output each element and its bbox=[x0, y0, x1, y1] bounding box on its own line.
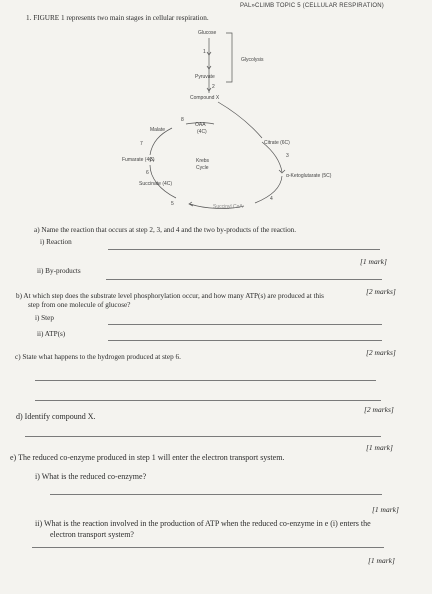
step-number: 4 bbox=[270, 196, 273, 202]
label-glycolysis: Glycolysis bbox=[241, 57, 264, 63]
mark-label: [1 mark] bbox=[368, 556, 395, 565]
answer-line[interactable] bbox=[108, 340, 382, 341]
label-compound-x: Compound X bbox=[190, 95, 220, 101]
label-glucose: Glucose bbox=[198, 30, 217, 36]
mark-label: [2 marks] bbox=[366, 348, 396, 357]
label-cycle: Cycle bbox=[196, 165, 209, 171]
step-number: 6 bbox=[146, 170, 149, 176]
answer-line[interactable] bbox=[108, 324, 382, 325]
mark-label: [2 marks] bbox=[364, 405, 394, 414]
mark-label: [1 mark] bbox=[360, 257, 387, 266]
label-krebs: Krebs bbox=[196, 158, 210, 164]
question-b-i: i) Step bbox=[35, 314, 54, 322]
answer-line[interactable] bbox=[35, 380, 376, 381]
label-malate: Malate bbox=[150, 127, 166, 133]
answer-line[interactable] bbox=[108, 249, 380, 250]
question-e-i: i) What is the reduced co-enzyme? bbox=[35, 472, 147, 481]
figure-intro: 1. FIGURE 1 represents two main stages in cellular respiration. bbox=[26, 14, 209, 22]
question-a: a) Name the reaction that occurs at step 2, 3, and 4 and the two by-products of the reaction. bbox=[34, 226, 297, 234]
question-b-ii: ii) ATP(s) bbox=[37, 330, 66, 338]
step-number: 5 bbox=[171, 201, 174, 207]
answer-line[interactable] bbox=[25, 436, 381, 437]
label-oaa-carbon: (4C) bbox=[197, 129, 207, 135]
step-number: 7 bbox=[140, 141, 143, 147]
answer-line[interactable] bbox=[106, 279, 382, 280]
glycolysis-bracket bbox=[226, 33, 232, 82]
answer-line[interactable] bbox=[35, 400, 381, 401]
question-e: e) The reduced co-enzyme produced in step 1 will enter the electron transport system. bbox=[10, 453, 285, 462]
answer-line[interactable] bbox=[32, 547, 384, 548]
label-pyruvate: Pyruvate bbox=[195, 74, 215, 80]
mark-label: [2 marks] bbox=[366, 287, 396, 296]
question-b-line1: b) At which step does the substrate level phosphorylation occur, and how many ATP(s) are produced at this bbox=[16, 292, 324, 300]
question-d: d) Identify compound X. bbox=[16, 412, 96, 421]
label-fumarate: Fumarate (4C) bbox=[122, 157, 155, 163]
step-number: 2 bbox=[212, 84, 215, 90]
topic-header: PAL»CLIMB TOPIC 5 (CELLULAR RESPIRATION) bbox=[240, 3, 384, 9]
acetyl-to-citrate-line bbox=[218, 102, 262, 138]
cycle-arc-right-bottom bbox=[255, 176, 282, 203]
mark-label: [1 mark] bbox=[366, 443, 393, 452]
question-a-ii: ii) By-products bbox=[37, 267, 81, 275]
label-oaa: OAA bbox=[195, 122, 206, 128]
cycle-arc-right-top bbox=[262, 142, 282, 172]
answer-line[interactable] bbox=[50, 494, 382, 495]
question-a-i: i) Reaction bbox=[40, 238, 72, 246]
question-e-ii-line2: electron transport system? bbox=[50, 530, 134, 539]
label-succinate: Succinate (4C) bbox=[139, 181, 173, 187]
step-number: 1 bbox=[203, 49, 206, 55]
step-number: 8 bbox=[181, 117, 184, 123]
question-b-line2: step from one molecule of glucose? bbox=[28, 301, 131, 309]
mark-label: [1 mark] bbox=[372, 505, 399, 514]
step-number: 3 bbox=[286, 153, 289, 159]
question-c: c) State what happens to the hydrogen produced at step 6. bbox=[15, 353, 181, 361]
question-e-ii-line1: ii) What is the reaction involved in the production of ATP when the reduced co-enzyme in e (i) enters the bbox=[35, 519, 371, 528]
label-ketoglutarate: α-Ketoglutarate (5C) bbox=[286, 173, 332, 179]
label-succinyl-coa: Succinyl CoA bbox=[213, 204, 243, 210]
label-citrate: Citrate (6C) bbox=[264, 140, 290, 146]
